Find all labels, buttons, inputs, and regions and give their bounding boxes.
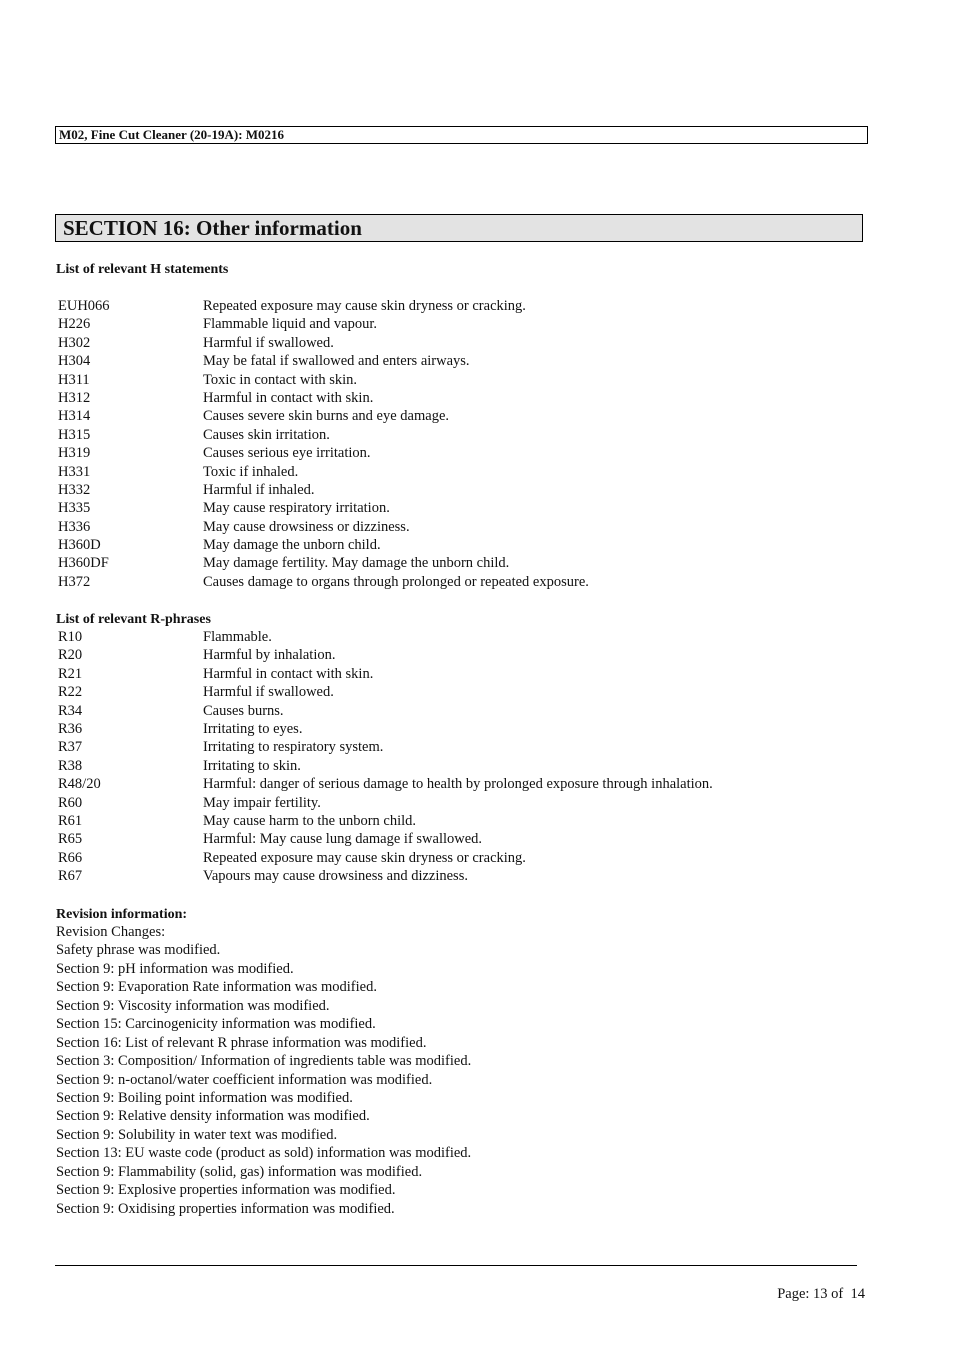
revision-line: Section 9: n-octanol/water coefficient information was modified. [56, 1071, 433, 1088]
statement-text: Causes severe skin burns and eye damage. [203, 408, 450, 425]
statement-code: R10 [58, 629, 83, 645]
statement-row [58, 830, 838, 848]
revision-line: Section 15: Carcinogenicity information was modified. [56, 1016, 376, 1033]
revision-line: Revision Changes: [56, 924, 166, 940]
statement-text: Harmful if inhaled. [203, 481, 315, 498]
statement-row [58, 536, 838, 554]
statement-row [58, 554, 838, 572]
statement-text: May cause respiratory irritation. [203, 500, 390, 517]
statement-code: H315 [58, 426, 91, 443]
statement-row [58, 849, 838, 867]
statement-code: H372 [58, 573, 91, 590]
h-statements-heading: List of relevant H statements [56, 262, 229, 277]
footer-divider [55, 1265, 857, 1266]
statement-text: Harmful if swallowed. [203, 684, 334, 701]
revision-line: Section 9: Relative density information was modified. [56, 1108, 370, 1125]
statement-row [58, 683, 838, 701]
statement-text: Harmful in contact with skin. [203, 665, 374, 682]
statement-row [58, 444, 838, 462]
section-title: SECTION 16: Other information [55, 214, 863, 242]
statement-text: Irritating to skin. [203, 757, 301, 774]
statement-row [58, 315, 838, 333]
statement-code: R38 [58, 757, 83, 774]
statement-text: Vapours may cause drowsiness and dizziness. [203, 868, 468, 885]
statement-text: May be fatal if swallowed and enters airways. [203, 353, 470, 370]
statement-text: Repeated exposure may cause skin dryness or cracking. [203, 849, 526, 866]
statement-code: R66 [58, 849, 83, 866]
statement-text: May cause drowsiness or dizziness. [203, 518, 410, 535]
revision-line: Section 9: Solubility in water text was modified. [56, 1126, 338, 1143]
statement-code: H319 [58, 445, 91, 462]
statement-text: Harmful in contact with skin. [203, 389, 374, 406]
revision-line: Section 9: Explosive properties information was modified. [56, 1182, 396, 1199]
document-header-title: M02, Fine Cut Cleaner (20-19A): M0216 [55, 126, 868, 144]
statement-code: H335 [58, 500, 91, 517]
r-phrases-heading: List of relevant R-phrases [56, 612, 211, 627]
revision-line: Section 9: Viscosity information was modified. [56, 997, 330, 1014]
statement-text: Causes burns. [203, 702, 284, 719]
statement-row [58, 794, 838, 812]
statement-code: R61 [58, 812, 83, 829]
r-phrases-list [58, 628, 838, 885]
statement-code: H302 [58, 334, 91, 351]
statement-code: R65 [58, 831, 83, 848]
statement-row [58, 389, 838, 407]
statement-text: Repeated exposure may cause skin dryness or cracking. [203, 298, 526, 314]
statement-code: H312 [58, 389, 91, 406]
statement-row [58, 665, 838, 683]
revision-line: Section 9: Evaporation Rate information was modified. [56, 979, 377, 996]
statement-row [58, 720, 838, 738]
statement-row [58, 518, 838, 536]
statement-row [58, 738, 838, 756]
statement-text: May cause harm to the unborn child. [203, 812, 417, 829]
revision-line: Section 9: Oxidising properties information was modified. [56, 1200, 395, 1217]
statement-row [58, 463, 838, 481]
statement-text: Harmful: danger of serious damage to health by prolonged exposure through inhalation. [203, 776, 713, 793]
revision-line: Section 9: pH information was modified. [56, 960, 294, 977]
statement-text: Harmful if swallowed. [203, 334, 334, 351]
statement-code: H360D [58, 537, 101, 554]
statement-row [58, 757, 838, 775]
statement-row [58, 371, 838, 389]
statement-code: R48/20 [58, 776, 101, 793]
statement-row [58, 867, 838, 885]
statement-row [58, 407, 838, 425]
statement-text: Irritating to respiratory system. [203, 739, 384, 756]
statement-text: May impair fertility. [203, 794, 321, 811]
statement-code: H331 [58, 463, 91, 480]
statement-text: Toxic if inhaled. [203, 463, 299, 480]
statement-code: R67 [58, 868, 83, 885]
statement-text: May damage the unborn child. [203, 537, 381, 554]
statement-code: R37 [58, 739, 83, 756]
statement-row [58, 573, 838, 591]
statement-row [58, 352, 838, 370]
statement-code: H304 [58, 353, 91, 370]
statement-row [58, 628, 838, 646]
statement-row [58, 334, 838, 352]
statement-row [58, 702, 838, 720]
revision-line: Section 3: Composition/ Information of ingredients table was modified. [56, 1053, 472, 1070]
statement-row [58, 297, 838, 315]
statement-code: H226 [58, 316, 91, 333]
statement-row [58, 426, 838, 444]
revision-line: Section 9: Boiling point information was modified. [56, 1089, 353, 1106]
statement-row [58, 481, 838, 499]
statement-code: H311 [58, 371, 90, 388]
statement-code: R21 [58, 665, 83, 682]
statement-row [58, 499, 838, 517]
revision-line: Section 9: Flammability (solid, gas) information was modified. [56, 1163, 423, 1180]
revision-changes-list [56, 923, 836, 1218]
statement-code: H336 [58, 518, 91, 535]
h-statements-list [58, 297, 838, 591]
statement-code: H314 [58, 408, 91, 425]
revision-line: Section 13: EU waste code (product as sold) information was modified. [56, 1145, 472, 1162]
statement-text: Harmful by inhalation. [203, 647, 336, 664]
statement-code: R60 [58, 794, 83, 811]
statement-code: R34 [58, 702, 83, 719]
statement-text: Causes damage to organs through prolonged or repeated exposure. [203, 573, 589, 590]
statement-code: R20 [58, 647, 83, 664]
statement-text: Flammable liquid and vapour. [203, 316, 377, 333]
statement-text: Flammable. [203, 629, 272, 645]
revision-heading: Revision information: [56, 907, 188, 922]
page-number: Page: 13 of 14 [777, 1286, 865, 1302]
statement-text: Causes skin irritation. [203, 426, 330, 443]
statement-text: Irritating to eyes. [203, 720, 303, 737]
statement-text: Causes serious eye irritation. [203, 445, 371, 462]
statement-code: H360DF [58, 555, 109, 572]
statement-row [58, 775, 838, 793]
statement-code: R36 [58, 720, 83, 737]
statement-row [58, 812, 838, 830]
statement-code: EUH066 [58, 298, 110, 314]
statement-row [58, 646, 838, 664]
statement-text: May damage fertility. May damage the unborn child. [203, 555, 510, 572]
revision-line: Section 16: List of relevant R phrase information was modified. [56, 1034, 427, 1051]
revision-line: Safety phrase was modified. [56, 942, 221, 959]
statement-code: R22 [58, 684, 83, 701]
statement-text: Toxic in contact with skin. [203, 371, 358, 388]
statement-code: H332 [58, 481, 91, 498]
statement-text: Harmful: May cause lung damage if swallowed. [203, 831, 483, 848]
